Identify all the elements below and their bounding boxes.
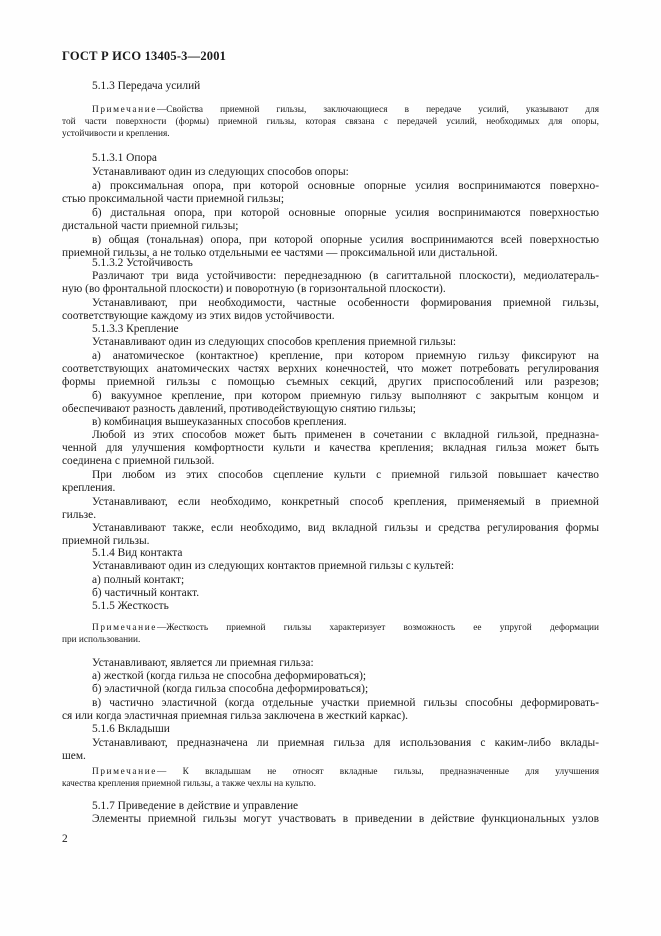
note-label: Примечание [92,767,157,777]
text-line: а) проксимальная опора, при которой основные опорные усилия воспринимаются поверхно- [92,180,599,192]
text-line: б) эластичной (когда гильза способна деформироваться); [92,683,369,695]
text-line: соединена с приемной гильзой. [62,455,215,467]
text-line: Различают три вида устойчивости: переднезаднюю (в сагиттальной плоскости), медиолатераль- [92,270,599,282]
page-number: 2 [62,833,68,845]
section-heading: 5.1.3.1 Опора [92,152,157,164]
text-line: б) частичный контакт. [92,587,200,599]
text-line: —Свойства приемной гильзы, заключающиеся в передаче усилий, указывают для [157,105,599,115]
text-line: При любом из этих способов сцепление культи с приемной гильзой повышает качество [92,469,599,481]
note [92,766,599,778]
text-line: б) дистальная опора, при которой основные опорные усилия воспринимаются поверхностью [92,207,599,219]
section-heading: 5.1.4 Вид контакта [92,547,183,559]
text-line: приемной гильзы. [62,535,150,547]
text-line: шем. [62,750,86,762]
text-line: гильзе. [62,509,97,521]
section-heading: 5.1.7 Приведение в действие и управление [92,800,299,812]
text-line: Устанавливают один из следующих контактов приемной гильзы с культей: [92,560,455,572]
text-line: дистальной части приемной гильзы; [62,220,239,232]
text-line: ся или когда эластичная приемная гильза заключена в жесткий каркас). [62,710,409,722]
text-line: той части поверхности (формы) приемной гильзы, которая связана с передачей усилий, необходимых для опоры, [62,117,599,127]
text-line: —Жесткость приемной гильзы характеризует возможность ее упругой деформации [157,623,599,633]
text-line: а) полный контакт; [92,574,185,586]
text-line: Устанавливают, предназначена ли приемная гильза для использования с каким-либо вклады- [92,737,599,749]
text-line: а) анатомическое (контактное) крепление, при котором приемную гильзу фиксируют на [92,350,599,362]
text-line: Устанавливают, при необходимости, частные особенности формирования приемной гильзы, [92,297,599,309]
text-line: а) жесткой (когда гильза не способна деформироваться); [92,670,367,682]
text-line: качества крепления приемной гильзы, а также чехлы на культю. [62,779,316,789]
section-heading: 5.1.3 Передача усилий [92,80,201,92]
text-line: крепления. [62,482,116,494]
text-line: Устанавливают, если необходимо, конкретный способ крепления, применяемый в приемной [92,496,599,508]
section-heading: 5.1.3.2 Устойчивость [92,257,193,269]
section-heading: 5.1.3.3 Крепление [92,323,179,335]
text-line: в) общая (тональная) опора, при которой опорные усилия воспринимаются всей поверхностью [92,234,599,246]
text-line: формы приемной гильзы с помощью съемных секций, других приспособлений или разрезов; [62,376,599,388]
document-header: ГОСТ Р ИСО 13405-3—2001 [62,49,227,63]
text-line: Элементы приемной гильзы могут участвовать в приведении в действие функциональных узлов [92,813,599,825]
note [92,104,599,116]
text-line: обеспечивают разность давлений, противодействующую снятию гильзы; [62,403,416,415]
section-heading: 5.1.6 Вкладыши [92,723,170,735]
text-line: Устанавливают один из следующих способов крепления приемной гильзы: [92,336,457,348]
text-line: Устанавливают, является ли приемная гильза: [92,657,314,669]
text-line: соответствующих анатомических частях верхних конечностей, что может потребовать регулирования [62,363,599,375]
text-line: Устанавливают также, если необходимо, вид вкладной гильзы и средства регулирования формы [92,522,599,534]
text-line: ченной для улучшения комфортности культи и качества крепления; вкладная гильза может быть [62,442,599,454]
note-label: Примечание [92,623,157,633]
text-line: Устанавливают один из следующих способов опоры: [92,166,349,178]
text-line: в) частично эластичной (когда отдельные участки приемной гильзы способны деформировать- [92,697,599,709]
text-line: б) вакуумное крепление, при котором приемную гильзу выполняют с закрытым концом и [92,390,599,402]
text-line: Любой из этих способов может быть применен в сочетании с вкладной гильзой, предназна- [92,429,599,441]
text-line: в) комбинация вышеуказанных способов крепления. [92,416,347,428]
text-line: стью проксимальной части приемной гильзы; [62,193,284,205]
text-line: устойчивости и крепления. [62,129,170,139]
note-label: Примечание [92,105,157,115]
text-line: соответствующие каждому из этих видов устойчивости. [62,310,335,322]
text-line: приемной гильзы, а не только отдельными ее частями — проксимальной или дистальной. [62,247,498,259]
text-line: — К вкладышам не относят вкладные гильзы, предназначенные для улучшения [157,767,599,777]
note [92,622,599,634]
text-line: при использовании. [62,635,141,645]
text-line: ную (во фронтальной плоскости) и поворотную (в горизонтальной плоскости). [62,283,446,295]
section-heading: 5.1.5 Жесткость [92,600,169,612]
